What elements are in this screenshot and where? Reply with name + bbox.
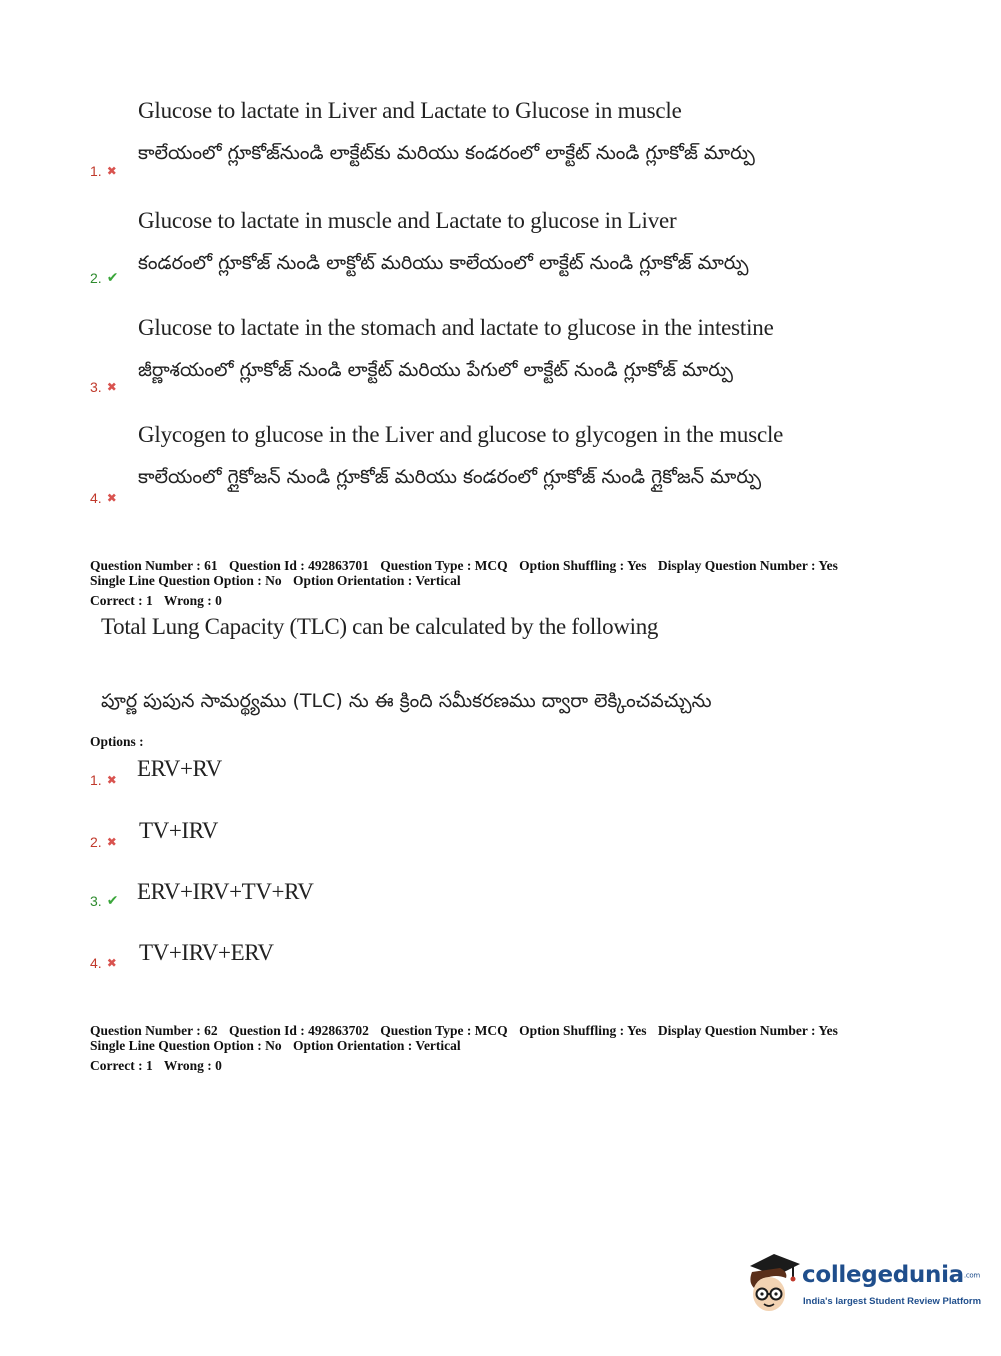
- q60-option-3-telugu: జీర్ణాశయంలో గ్లూకోజ్ నుండి లాక్టేట్ మరియు పేగులో లాక్టేట్ నుండి గ్లూకోజ్ మార్పు: [138, 359, 734, 381]
- option-number-label: 1.: [90, 772, 102, 788]
- mascot-icon: [742, 1248, 802, 1318]
- check-mark-icon: ✔: [106, 893, 119, 909]
- option-orientation: Option Orientation : Vertical: [293, 573, 461, 588]
- q60-option-1-telugu: కాలేయంలో గ్లూకోజ్‌నుండి లాక్టేట్‌కు మరియు కండరంలో లాక్టేట్ నుండి గ్లూకోజ్ మార్పు: [138, 142, 755, 164]
- question-type: Question Type : MCQ: [380, 1023, 508, 1038]
- single-line-option: Single Line Question Option : No: [90, 573, 282, 588]
- correct-marks: Correct : 1: [90, 593, 153, 608]
- q61-question-telugu: పూర్ణ పుపున సామర్థ్యము (TLC) ను ఈ క్రింది సమీకరణము ద్వారా లెక్కించవచ్చును: [101, 690, 712, 712]
- wrong-marks: Wrong : 0: [163, 593, 222, 608]
- q60-option-4-telugu: కాలేయంలో గ్లైకోజన్ నుండి గ్లూకోజ్ మరియు కండరంలో గ్లూకోజ్ నుండి గ్లైకోజన్ మార్పు: [138, 466, 762, 488]
- q60-option-2-telugu: కండరంలో గ్లూకోజ్ నుండి లాక్టోట్ మరియు కాలేయంలో లాక్టేట్ నుండి గ్లూకోజ్ మార్పు: [138, 252, 749, 274]
- collegedunia-logo[interactable]: [742, 1248, 982, 1318]
- q61-option-4-number: [90, 955, 117, 971]
- check-mark-icon: ✔: [106, 270, 119, 286]
- option-number-label: 3.: [90, 379, 102, 395]
- option-shuffling: Option Shuffling : Yes: [519, 1023, 647, 1038]
- question-id: Question Id : 492863702: [229, 1023, 369, 1038]
- q61-option-2-text: TV+IRV: [139, 818, 218, 843]
- q61-option-3-text: ERV+IRV+TV+RV: [137, 879, 314, 904]
- q61-meta-line-1: [90, 558, 846, 573]
- q61-option-1-text: ERV+RV: [137, 756, 222, 781]
- q60-option-2-english: Glucose to lactate in muscle and Lactate to glucose in Liver: [138, 208, 677, 233]
- question-number: Question Number : 61: [90, 558, 218, 573]
- q60-option-1-english: Glucose to lactate in Liver and Lactate to Glucose in muscle: [138, 98, 682, 123]
- option-orientation: Option Orientation : Vertical: [293, 1038, 461, 1053]
- option-number-label: 3.: [90, 893, 102, 909]
- logo-name-text: collegedunia: [802, 1262, 964, 1288]
- option-number-label: 4.: [90, 490, 102, 506]
- q62-meta-line-1: [90, 1023, 846, 1038]
- cross-mark-icon: ✖: [106, 164, 117, 178]
- cross-mark-icon: ✖: [106, 773, 117, 787]
- q62-meta-line-3: [90, 1058, 230, 1073]
- q60-option-3-number: [90, 379, 117, 395]
- single-line-option: Single Line Question Option : No: [90, 1038, 282, 1053]
- correct-marks: Correct : 1: [90, 1058, 153, 1073]
- option-shuffling: Option Shuffling : Yes: [519, 558, 647, 573]
- question-id: Question Id : 492863701: [229, 558, 369, 573]
- q61-question-english: Total Lung Capacity (TLC) can be calculated by the following: [101, 614, 659, 639]
- display-question-number: Display Question Number : Yes: [657, 558, 838, 573]
- q60-option-4-english: Glycogen to glucose in the Liver and glucose to glycogen in the muscle: [138, 422, 784, 447]
- q61-option-2-number: [90, 834, 117, 850]
- q61-meta-line-3: [90, 593, 230, 608]
- cross-mark-icon: ✖: [106, 380, 117, 394]
- q60-option-2-number: [90, 270, 118, 286]
- logo-wordmark: [802, 1262, 980, 1288]
- wrong-marks: Wrong : 0: [163, 1058, 222, 1073]
- cross-mark-icon: ✖: [106, 835, 117, 849]
- q60-option-3-english: Glucose to lactate in the stomach and lactate to glucose in the intestine: [138, 315, 774, 340]
- q60-option-1-number: [90, 163, 117, 179]
- cross-mark-icon: ✖: [106, 956, 117, 970]
- option-number-label: 1.: [90, 163, 102, 179]
- question-number: Question Number : 62: [90, 1023, 218, 1038]
- q61-meta-line-2: [90, 573, 469, 588]
- q61-option-3-number: [90, 893, 118, 909]
- logo-suffix-text: .com: [963, 1271, 980, 1280]
- q61-option-1-number: [90, 772, 117, 788]
- option-number-label: 4.: [90, 955, 102, 971]
- q60-option-4-number: [90, 490, 117, 506]
- options-label: Options :: [90, 734, 144, 749]
- logo-tagline: India's largest Student Review Platform: [803, 1296, 982, 1307]
- option-number-label: 2.: [90, 270, 102, 286]
- display-question-number: Display Question Number : Yes: [657, 1023, 838, 1038]
- q62-meta-line-2: [90, 1038, 469, 1053]
- question-type: Question Type : MCQ: [380, 558, 508, 573]
- cross-mark-icon: ✖: [106, 491, 117, 505]
- q61-option-4-text: TV+IRV+ERV: [139, 940, 274, 965]
- option-number-label: 2.: [90, 834, 102, 850]
